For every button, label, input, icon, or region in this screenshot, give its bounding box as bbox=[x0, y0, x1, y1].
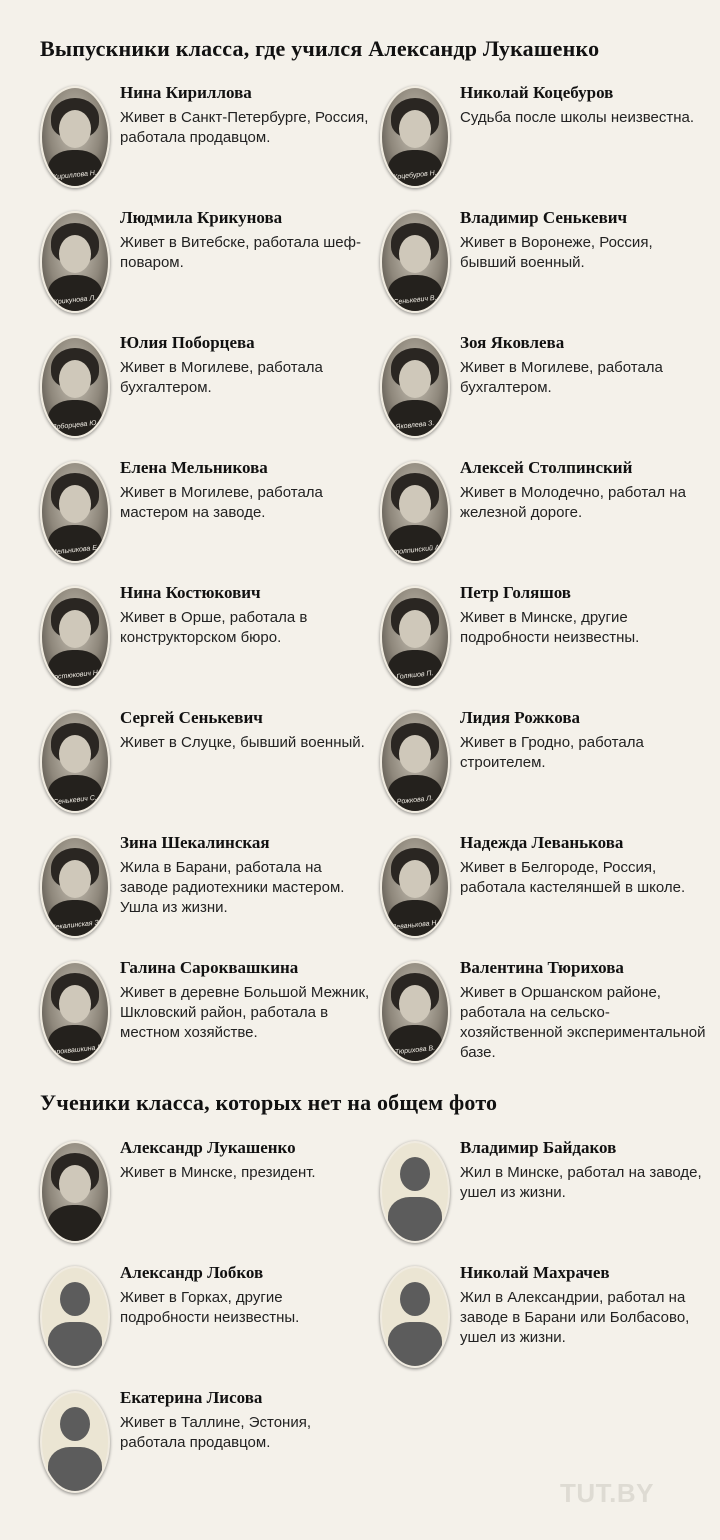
person-description: Живет в Белгороде, Россия, работала кастеляншей в школе. bbox=[460, 859, 686, 896]
portrait-caption: Костюкович Н. bbox=[49, 669, 101, 682]
person-name: Людмила Крикунова bbox=[120, 208, 283, 227]
person-description: Живет в Санкт-Петербурге, Россия, работала продавцом. bbox=[120, 109, 369, 146]
silhouette-head bbox=[400, 1282, 430, 1316]
person-name: Галина Сароквашкина bbox=[120, 958, 299, 977]
person-name: Николай Коцебуров bbox=[460, 83, 614, 102]
person-description: Живет в Оршанском районе, работала на сельско-хозяйственной экспериментальной базе. bbox=[460, 984, 706, 1061]
portrait-photo bbox=[380, 211, 450, 313]
portrait-photo bbox=[40, 586, 110, 688]
portrait-caption: Столпинский А. bbox=[388, 544, 442, 557]
person-card bbox=[40, 958, 370, 1081]
portrait-face bbox=[399, 110, 431, 148]
portrait-photo bbox=[40, 211, 110, 313]
person-name: Владимир Байдаков bbox=[460, 1138, 617, 1157]
person-card bbox=[40, 333, 370, 456]
portrait-photo bbox=[380, 461, 450, 563]
portrait-photo bbox=[380, 711, 450, 813]
portrait-photo bbox=[40, 336, 110, 438]
person-name: Зоя Яковлева bbox=[460, 333, 565, 352]
person-card bbox=[380, 583, 710, 706]
portrait-caption: Яковлева З. bbox=[395, 419, 435, 432]
person-description: Живет в Молодечно, работал на железной дороге. bbox=[460, 484, 686, 521]
portrait-face bbox=[59, 485, 91, 523]
person-name: Петр Голяшов bbox=[460, 583, 571, 602]
silhouette-shoulders bbox=[388, 1322, 442, 1368]
portrait-caption: Шекалинская З. bbox=[48, 919, 102, 932]
portrait-face bbox=[399, 360, 431, 398]
portrait-photo bbox=[380, 961, 450, 1063]
person-card bbox=[380, 458, 710, 581]
portrait-caption: Крикунова Л. bbox=[53, 294, 97, 307]
portrait-face bbox=[399, 985, 431, 1023]
portrait-photo bbox=[40, 461, 110, 563]
person-name: Лидия Рожкова bbox=[460, 708, 580, 727]
person-silhouette-icon bbox=[380, 1266, 450, 1368]
portrait-body bbox=[48, 1205, 102, 1243]
person-card bbox=[380, 1138, 710, 1261]
person-description: Жила в Барани, работала на заводе радиотехники мастером. Ушла из жизни. bbox=[120, 859, 345, 916]
person-card bbox=[40, 1138, 370, 1261]
portrait-caption: Поборцева Ю. bbox=[51, 419, 99, 432]
person-description: Живет в Могилеве, работала бухгалтером. bbox=[120, 359, 323, 396]
silhouette-head bbox=[400, 1157, 430, 1191]
person-name: Александр Лукашенко bbox=[120, 1138, 296, 1157]
portrait-photo bbox=[40, 961, 110, 1063]
portrait-face bbox=[399, 235, 431, 273]
portrait-photo bbox=[380, 836, 450, 938]
person-description: Живет в Могилеве, работала бухгалтером. bbox=[460, 359, 663, 396]
person-card bbox=[40, 708, 370, 831]
silhouette-head bbox=[60, 1282, 90, 1316]
portrait-caption: Голяшов П. bbox=[396, 670, 434, 681]
person-name: Юлия Поборцева bbox=[120, 333, 255, 352]
person-description: Живет в Минске, другие подробности неизвестны. bbox=[460, 609, 640, 646]
person-card bbox=[380, 83, 710, 206]
person-card bbox=[380, 958, 710, 1081]
person-card bbox=[40, 83, 370, 206]
silhouette-shoulders bbox=[48, 1322, 102, 1368]
portrait-face bbox=[59, 985, 91, 1023]
person-name: Зина Шекалинская bbox=[120, 833, 270, 852]
portrait-face bbox=[59, 235, 91, 273]
portrait-photo bbox=[380, 586, 450, 688]
page-title: Выпускники класса, где учился Александр Лукашенко bbox=[40, 36, 600, 61]
portrait-face bbox=[59, 610, 91, 648]
silhouette-head bbox=[60, 1407, 90, 1441]
person-description: Живет в Таллине, Эстония, работала продавцом. bbox=[120, 1414, 312, 1451]
silhouette-shoulders bbox=[48, 1447, 102, 1493]
portrait-caption: Леванькова Н. bbox=[391, 919, 439, 932]
absent-section-title: Ученики класса, которых нет на общем фото bbox=[40, 1090, 498, 1115]
portrait-face bbox=[59, 860, 91, 898]
person-card bbox=[40, 1263, 370, 1386]
portrait-photo bbox=[40, 836, 110, 938]
person-card bbox=[40, 1388, 370, 1511]
person-name: Николай Махрачев bbox=[460, 1263, 610, 1282]
portrait-face bbox=[59, 735, 91, 773]
portrait-face bbox=[399, 610, 431, 648]
person-name: Надежда Леванькова bbox=[460, 833, 624, 852]
person-card bbox=[380, 833, 710, 956]
person-description: Живет в Горках, другие подробности неизвестны. bbox=[120, 1289, 300, 1326]
person-description: Живет в Минске, президент. bbox=[120, 1164, 316, 1181]
portrait-face bbox=[59, 1165, 91, 1203]
portrait-photo bbox=[40, 711, 110, 813]
portrait-photo bbox=[380, 336, 450, 438]
person-description: Живет в Витебске, работала шеф-поваром. bbox=[120, 234, 361, 271]
portrait-caption: Тюрихова В. bbox=[394, 1044, 436, 1057]
person-description: Жил в Александрии, работал на заводе в Барани или Болбасово, ушел из жизни. bbox=[460, 1289, 690, 1346]
person-card bbox=[40, 208, 370, 331]
person-silhouette-icon bbox=[40, 1266, 110, 1368]
person-silhouette-icon bbox=[40, 1391, 110, 1493]
person-name: Алексей Столпинский bbox=[460, 458, 633, 477]
person-description: Живет в Могилеве, работала мастером на заводе. bbox=[120, 484, 323, 521]
silhouette-shoulders bbox=[388, 1197, 442, 1243]
person-description: Судьба после школы неизвестна. bbox=[460, 109, 695, 126]
portrait-caption: Кириллова Н. bbox=[52, 169, 98, 182]
person-name: Елена Мельникова bbox=[120, 458, 268, 477]
person-name: Валентина Тюрихова bbox=[460, 958, 624, 977]
portrait-caption: Рожкова Л. bbox=[396, 795, 434, 806]
person-description: Живет в Орше, работала в конструкторском бюро. bbox=[120, 609, 308, 646]
tutby-logo: TUT.BY bbox=[560, 1478, 654, 1508]
portrait-caption: Сенькевич В. bbox=[393, 294, 437, 307]
person-name: Екатерина Лисова bbox=[120, 1388, 263, 1407]
person-description: Жил в Минске, работал на заводе, ушел из жизни. bbox=[460, 1164, 702, 1201]
person-card bbox=[380, 1263, 710, 1386]
portrait-caption: Коцебуров Н. bbox=[392, 169, 438, 182]
portrait-face bbox=[59, 360, 91, 398]
person-name: Сергей Сенькевич bbox=[120, 708, 263, 727]
portrait-face bbox=[399, 860, 431, 898]
person-card bbox=[380, 208, 710, 331]
person-card bbox=[40, 458, 370, 581]
portrait-caption: Мельникова Е. bbox=[50, 544, 100, 557]
person-description: Живет в деревне Большой Межник, Шкловский район, работала в местном хозяйстве. bbox=[120, 984, 370, 1041]
portrait-face bbox=[399, 735, 431, 773]
person-card bbox=[40, 583, 370, 706]
portrait-face bbox=[399, 485, 431, 523]
portrait-photo bbox=[40, 86, 110, 188]
person-card bbox=[380, 333, 710, 456]
person-name: Нина Кириллова bbox=[120, 83, 252, 102]
person-description: Живет в Гродно, работала строителем. bbox=[460, 734, 644, 771]
portrait-face bbox=[59, 110, 91, 148]
person-name: Нина Костюкович bbox=[120, 583, 261, 602]
person-name: Владимир Сенькевич bbox=[460, 208, 628, 227]
person-description: Живет в Слуцке, бывший военный. bbox=[120, 734, 365, 751]
portrait-photo bbox=[40, 1141, 110, 1243]
portrait-caption: Сароквашкина Г. bbox=[47, 1044, 103, 1057]
person-card bbox=[40, 833, 370, 956]
portrait-photo bbox=[380, 86, 450, 188]
person-card bbox=[380, 708, 710, 831]
person-silhouette-icon bbox=[380, 1141, 450, 1243]
person-description: Живет в Воронеже, Россия, бывший военный. bbox=[460, 234, 653, 271]
portrait-caption: Сенькевич С. bbox=[52, 794, 98, 807]
person-name: Александр Лобков bbox=[120, 1263, 264, 1282]
